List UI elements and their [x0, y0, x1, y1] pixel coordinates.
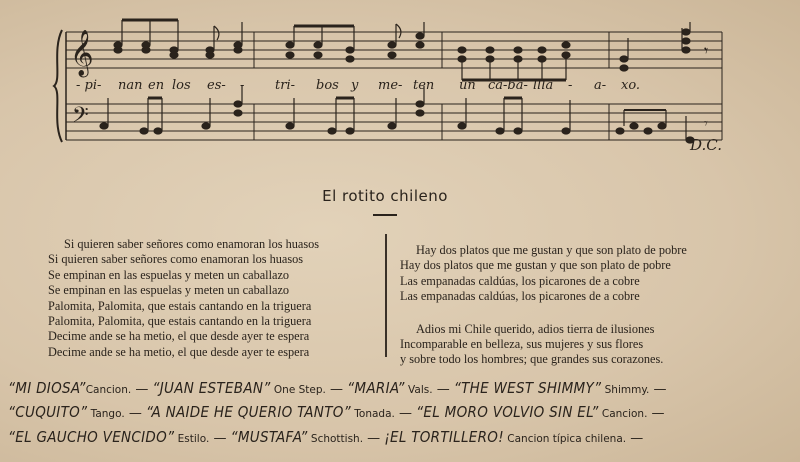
catalog-separator: — [124, 406, 146, 421]
catalog-song-genre: Estilo. [174, 433, 210, 445]
catalog-separator: — [394, 406, 417, 421]
catalog-separator: — [626, 431, 644, 446]
lyric-syllable: - [240, 78, 245, 93]
verse-line: Palomita, Palomita, que estais cantando en la triguera [48, 298, 312, 313]
catalog-song-title: “A NAIDE HE QUERIO TANTO” [145, 403, 351, 421]
catalog-song-title: “EL GAUCHO VENCIDO” [8, 428, 175, 446]
svg-text:𝄾: 𝄾 [704, 41, 709, 60]
verse-line: Si quieren saber señores como enamoran los huasos [48, 252, 304, 267]
svg-text:𝄢: 𝄢 [72, 103, 89, 133]
verse-line: Se empinan en las espuelas y meten un caballazo [48, 283, 290, 298]
catalog-song-title: ¡EL TORTILLERO! [384, 428, 504, 446]
verse-line: Decime ande se ha metio, el que desde ayer te espera [48, 344, 310, 359]
title-underline [373, 214, 397, 216]
verse-line: Decime ande se ha metio, el que desde ayer te espera [48, 329, 310, 344]
catalog-line-1 [8, 378, 667, 397]
verse-line: Se empinan en las espuelas y meten un caballazo [48, 267, 290, 282]
verse-line: Las empanadas caldúas, los picarones de a cobre [400, 289, 640, 304]
lyric-syllable: - pi- [76, 78, 102, 93]
lyric-syllable: xo. [621, 78, 641, 93]
verse-line: Incomparable en belleza, sus mujeres y sus flores [400, 337, 644, 352]
lyric-syllable: un [459, 78, 476, 93]
catalog-song-genre: Cancion típica chilena. [503, 433, 627, 445]
lyric-syllable: me- [378, 78, 403, 93]
svg-text:𝄾: 𝄾 [704, 116, 708, 132]
lyric-syllable: es- [207, 78, 226, 93]
catalog-song-title: “EL MORO VOLVIO SIN EL” [416, 403, 599, 421]
verse-line: y sobre todo los hombres; que grandes sus corazones. [400, 352, 664, 367]
verse-column-right [400, 243, 760, 368]
verse-line: Las empanadas caldúas, los picarones de a cobre [400, 273, 640, 288]
catalog-song-title: “MI DIOSA” [8, 379, 86, 397]
catalog-song-title: “THE WEST SHIMMY” [453, 379, 602, 397]
catalog-separator: — [432, 382, 454, 397]
svg-text:𝄞: 𝄞 [70, 30, 94, 76]
lyric-syllable: - [568, 78, 573, 93]
catalog-separator: — [647, 406, 665, 421]
catalog-song-title: “CUQUITO” [8, 403, 88, 421]
song-title: El rotito chileno [322, 187, 448, 205]
catalog-song-genre: Tonada. [350, 408, 395, 420]
catalog-song-genre: One Step. [270, 384, 326, 396]
verse-line: Hay dos platos que me gustan y que son plato de pobre [400, 258, 671, 273]
lyric-syllable: ca-ba- [488, 78, 528, 93]
catalog-song-genre: Cancion. [85, 384, 132, 396]
da-capo-mark: D.C. [690, 136, 722, 154]
catalog-separator: — [363, 431, 385, 446]
lyric-syllable: a- [594, 78, 607, 93]
verse-line: Palomita, Palomita, que estais cantando en la triguera [48, 314, 312, 329]
catalog-song-genre: Cancion. [598, 408, 648, 420]
catalog-song-title: “MUSTAFA” [230, 428, 308, 446]
catalog-separator: — [325, 382, 348, 397]
catalog-song-genre: Vals. [404, 384, 433, 396]
verse-line: Si quieren saber señores como enamoran los huasos [64, 237, 320, 251]
lyric-syllable: los [172, 78, 191, 93]
lyric-syllable: nan [118, 78, 143, 93]
column-divider [385, 234, 387, 357]
lyric-syllable: llla [533, 78, 554, 93]
catalog-line-3 [8, 427, 643, 446]
catalog-line-2 [8, 402, 665, 421]
catalog-song-genre: Tango. [87, 408, 125, 420]
catalog-separator: — [649, 382, 667, 397]
verse-column-left [48, 237, 368, 360]
catalog-song-genre: Shimmy. [601, 384, 650, 396]
catalog-separator: — [131, 382, 153, 397]
catalog-song-title: “MARIA” [347, 379, 405, 397]
lyric-syllable: bos [316, 78, 339, 93]
verse-line: Adios mi Chile querido, adios tierra de ilusiones [416, 321, 655, 336]
catalog-separator: — [209, 431, 231, 446]
lyric-syllable: ten [413, 78, 435, 93]
catalog-song-genre: Schottish. [307, 433, 364, 445]
lyric-syllable: y [351, 78, 359, 93]
lyric-syllable: en [148, 78, 165, 93]
lyric-syllable: tri- [275, 78, 295, 93]
stanza-gap [400, 305, 760, 322]
catalog-song-title: “JUAN ESTEBAN” [152, 379, 271, 397]
verse-line: Hay dos platos que me gustan y que son plato de pobre [416, 243, 687, 257]
